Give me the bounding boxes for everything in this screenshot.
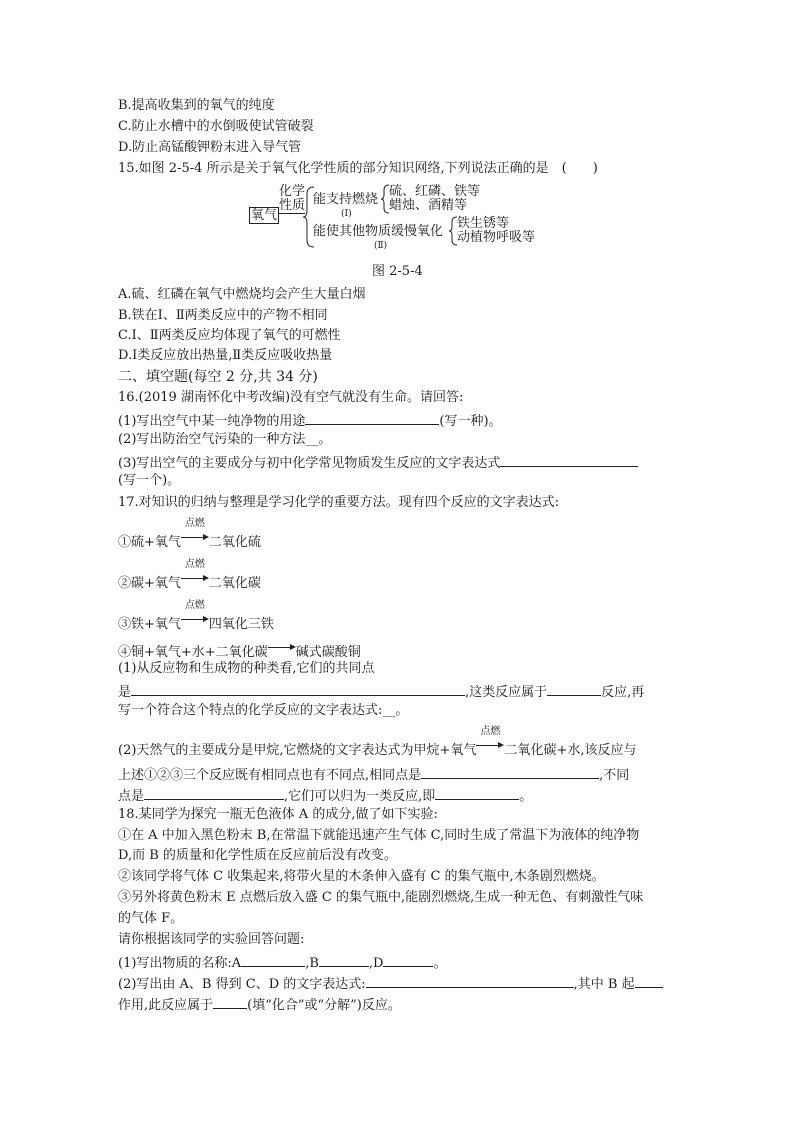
reaction-arrow [476, 726, 504, 754]
q17-part2-line3-start: 点是 [118, 789, 145, 804]
reaction-arrow-plain [268, 638, 296, 656]
diagram-branch-label-1: 化学 [279, 184, 306, 199]
q17-part1-mid: ,这类反应属于 [465, 685, 548, 700]
diagram-root-label: 氧气 [251, 208, 278, 223]
reaction-1-product: 二氧化硫 [208, 535, 261, 550]
diagram-type1 [313, 193, 378, 207]
q17-part2-end: 二氧化碳+水,该反应与 [504, 743, 637, 758]
reaction-1-reactants: ①硫+氧气 [118, 535, 181, 550]
q18-step3-cont: 的气体 F。 [118, 911, 184, 926]
q14-option-d: D.防止高锰酸钾粉末进入导气管 [118, 140, 302, 155]
reaction-2 [118, 559, 261, 593]
q16-answer-1-blank[interactable] [305, 410, 439, 425]
q18-answer-a-blank[interactable] [241, 952, 305, 967]
reaction-1 [118, 518, 261, 552]
q16-part3 [118, 452, 638, 473]
reaction-arrow [181, 559, 209, 587]
q17-answer-class-blank[interactable] [435, 785, 519, 800]
q18-part1-d: ,D [368, 956, 384, 971]
diagram-type2-mark: (Ⅱ) [374, 241, 388, 251]
q16-part1-tail: (写一种)。 [439, 414, 502, 429]
q18-part2-line2 [118, 994, 401, 1015]
q14-option-b: B.提高收集到的氧气的纯度 [118, 98, 275, 113]
q17-part2-line3-end: 。 [519, 789, 533, 804]
q18-part2-line2-end: (填“化合”或“分解”)反应。 [247, 998, 401, 1013]
q16-part3-text: (3)写出空气的主要成分与初中化学常见物质发生反应的文字表达式 [118, 456, 501, 471]
q17-part2-line3 [118, 785, 532, 806]
q18-step1: ①在 A 中加入黑色粉末 B,在常温下就能迅速产生气体 C,同时生成了常温下为液体的纯净物 [118, 828, 640, 843]
q18-answer-d-blank[interactable] [383, 952, 433, 967]
q18-part2 [118, 973, 663, 994]
q17-part2-start: (2)天然气的主要成分是甲烷,它燃烧的文字表达式为甲烷+氧气 [118, 743, 477, 758]
diagram-type2-example-1: 铁生锈等 [457, 216, 510, 231]
q17-part1-start: 是 [118, 685, 132, 700]
q18-answer-reaction-type-blank[interactable] [213, 994, 247, 1009]
q18-stem: 18.某同学为探究一瓶无色液体 A 的成分,做了如下实验: [118, 807, 438, 822]
q14-option-c: C.防止水槽中的水倒吸使试管破裂 [118, 119, 314, 134]
q17-part2-line2 [118, 764, 629, 785]
diagram-type1-example-1: 硫、红磷、铁等 [389, 184, 481, 199]
reaction-2-reactants: ②碳+氧气 [118, 576, 181, 591]
q17-answer-same-blank[interactable] [421, 764, 599, 779]
diagram-type2-example-2: 动植物呼吸等 [457, 230, 536, 245]
diagram-type2-label: 能使其他物质缓慢氧化 [313, 224, 444, 239]
q17-answer-type-blank[interactable] [547, 681, 601, 696]
reaction-condition: 点燃 [184, 518, 205, 529]
reaction-condition: 点燃 [480, 726, 501, 737]
diagram-type1-label: 能支持燃烧 [313, 192, 379, 207]
diagram-type1-mark: (Ⅰ) [341, 209, 352, 219]
reaction-4-product: 碱式碳酸铜 [295, 645, 361, 660]
reaction-3-reactants: ③铁+氧气 [118, 617, 181, 632]
q18-part2-mid: ,其中 B 起 [573, 977, 635, 992]
q16-part2: (2)写出防治空气污染的一种方法__。 [118, 432, 332, 447]
q18-part2-start: (2)写出由 A、B 得到 C、D 的文字表达式: [118, 977, 366, 992]
q18-part1-start: (1)写出物质的名称:A [118, 956, 242, 971]
q18-step1-cont: D,而 B 的质量和化学性质在反应前后没有改变。 [118, 848, 397, 863]
q18-part1-end: 。 [433, 956, 447, 971]
q15-stem: 15.如图 2-5-4 所示是关于氧气化学性质的部分知识网络,下列说法正确的是 ( ) [118, 161, 598, 176]
q16-part1-text: (1)写出空气中某一纯净物的用途 [118, 414, 306, 429]
q17-part2-line3-mid: ,它们可以归为一类反应,即 [284, 789, 436, 804]
q18-part2-line2-start: 作用,此反应属于 [118, 998, 214, 1013]
diagram-type1-example-2: 蜡烛、酒精等 [389, 198, 468, 213]
section-heading: 二、填空题(每空 2 分,共 34 分) [118, 369, 318, 385]
q16-stem: 16.(2019 湖南怀化中考改编)没有空气就没有生命。请回答: [118, 390, 464, 405]
reaction-4 [118, 638, 361, 662]
q17-part2-line2-end: ,不同 [599, 768, 630, 783]
q15-option-a: A.硫、红磷在氧气中燃烧均会产生大量白烟 [118, 287, 366, 302]
q18-answer-b-blank[interactable] [319, 952, 369, 967]
q18-ask: 请你根据该同学的实验回答问题: [118, 932, 305, 947]
q17-answer-common-blank[interactable] [131, 681, 465, 696]
q15-option-c: C.Ⅰ、Ⅱ两类反应均体现了氧气的可燃性 [118, 328, 341, 343]
reaction-4-reactants: ④铜+氧气+水+二氧化碳 [118, 645, 268, 660]
reaction-condition: 点燃 [184, 600, 205, 611]
reaction-arrow [181, 518, 209, 546]
diagram-root [249, 209, 279, 223]
q18-part1-b: ,B [305, 956, 319, 971]
q15-option-d: D.Ⅰ类反应放出热量,Ⅱ类反应吸收热量 [118, 348, 333, 363]
q18-answer-role-blank[interactable] [635, 973, 663, 988]
diagram-branch-label-2: 性质 [279, 198, 306, 213]
q17-part1-end: 反应,再 [601, 685, 645, 700]
reaction-arrow [181, 600, 209, 628]
q16-part3-tail: (写一个)。 [118, 473, 181, 488]
q16-part1 [118, 410, 502, 431]
q17-part2-line2-text: 上述①②③三个反应既有相同点也有不同点,相同点是 [118, 768, 422, 783]
q15-option-b: B.铁在Ⅰ、Ⅱ两类反应中的产物不相同 [118, 308, 328, 323]
q17-answer-diff-blank[interactable] [144, 785, 284, 800]
reaction-3 [118, 600, 274, 634]
q18-answer-expression-blank[interactable] [366, 973, 574, 988]
q17-part1-line2 [118, 681, 644, 702]
q18-step2: ②该同学将气体 C 收集起来,将带火星的木条伸入盛有 C 的集气瓶中,木条剧烈燃烧。 [118, 869, 605, 884]
figure-caption: 图 2-5-4 [372, 264, 423, 279]
reaction-2-product: 二氧化碳 [208, 576, 261, 591]
q18-part1 [118, 952, 446, 973]
reaction-3-product: 四氧化三铁 [208, 617, 274, 632]
q17-part2 [118, 726, 637, 760]
q16-answer-3-blank[interactable] [500, 452, 638, 467]
q18-step3: ③另外将黄色粉末 E 点燃后放入盛 C 的集气瓶中,能剧烈燃烧,生成一种无色、有刺激性气味 [118, 890, 644, 905]
q17-stem: 17.对知识的归纳与整理是学习化学的重要方法。现有四个反应的文字表达式: [118, 495, 560, 510]
q17-part1-line3: 写一个符合这个特点的化学反应的文字表达式:__。 [118, 703, 409, 718]
reaction-condition: 点燃 [184, 559, 205, 570]
q17-part1: (1)从反应物和生成物的种类看,它们的共同点 [118, 661, 375, 676]
